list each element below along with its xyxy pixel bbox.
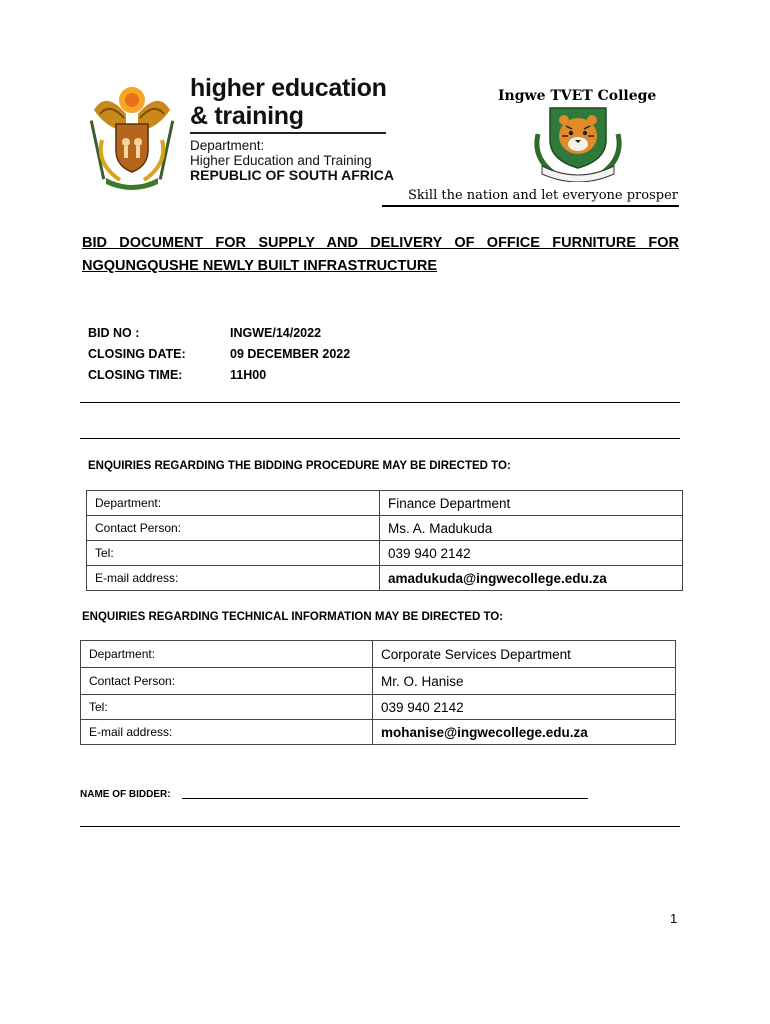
divider-line	[80, 826, 680, 827]
brand-line-1: higher education	[190, 74, 387, 102]
college-tagline: Skill the nation and let everyone prosper	[407, 188, 678, 203]
college-name: Ingwe TVET College	[498, 88, 657, 104]
header-divider	[382, 205, 679, 207]
technical-enquiries-heading: ENQUIRIES REGARDING TECHNICAL INFORMATION MAY BE DIRECTED TO:	[82, 611, 504, 623]
table-row	[81, 695, 676, 720]
contact-person-value: Ms. A. Madukuda	[380, 516, 683, 541]
brand-line-2: & training	[190, 102, 304, 130]
table-row	[87, 566, 683, 591]
table-row	[87, 516, 683, 541]
closing-date-value: 09 DECEMBER 2022	[230, 347, 351, 361]
closing-date-label: CLOSING DATE:	[88, 347, 186, 361]
table-row	[81, 668, 676, 695]
bid-number-value: INGWE/14/2022	[230, 326, 322, 340]
bid-number-label: BID NO :	[88, 326, 140, 340]
table-row	[87, 491, 683, 516]
tel-label: Tel:	[87, 541, 380, 566]
brand-line-5: REPUBLIC OF SOUTH AFRICA	[190, 167, 395, 183]
bidding-enquiries-heading: ENQUIRIES REGARDING THE BIDDING PROCEDURE MAY BE DIRECTED TO:	[88, 460, 511, 472]
brand-divider	[190, 132, 386, 134]
tel-value: 039 940 2142	[380, 541, 683, 566]
contact-person-label: Contact Person:	[87, 516, 380, 541]
email-value[interactable]: amadukuda@ingwecollege.edu.za	[380, 566, 683, 591]
technical-enquiries-table	[80, 640, 676, 745]
contact-person-value: Mr. O. Hanise	[373, 668, 676, 695]
coat-of-arms-icon	[86, 80, 178, 192]
closing-time-label: CLOSING TIME:	[88, 368, 183, 382]
department-value: Finance Department	[380, 491, 683, 516]
department-label: Department:	[81, 641, 373, 668]
page-number: 1	[670, 911, 678, 926]
tel-label: Tel:	[81, 695, 373, 720]
closing-time-value: 11H00	[230, 368, 267, 382]
bidder-name-line[interactable]	[182, 798, 588, 799]
table-row	[81, 720, 676, 745]
bidding-enquiries-table	[86, 490, 683, 591]
document-title: BID DOCUMENT FOR SUPPLY AND DELIVERY OF OFFICE FURNITURE FOR NGQUNGQUSHE NEWLY BUILT INFRASTRUCTURE	[82, 235, 679, 274]
brand-line-4: Higher Education and Training	[190, 153, 372, 168]
department-logo	[86, 76, 396, 196]
brand-line-3: Department:	[190, 138, 265, 153]
department-value: Corporate Services Department	[373, 641, 676, 668]
divider-line	[80, 438, 680, 439]
bidder-name-label: NAME OF BIDDER:	[80, 789, 171, 800]
department-label: Department:	[87, 491, 380, 516]
email-label: E-mail address:	[87, 566, 380, 591]
divider-line	[80, 402, 680, 403]
contact-person-label: Contact Person:	[81, 668, 373, 695]
table-row	[81, 641, 676, 668]
tel-value: 039 940 2142	[373, 695, 676, 720]
tiger-crest-icon	[528, 104, 628, 182]
table-row	[87, 541, 683, 566]
email-value[interactable]: mohanise@ingwecollege.edu.za	[373, 720, 676, 745]
email-label: E-mail address:	[81, 720, 373, 745]
